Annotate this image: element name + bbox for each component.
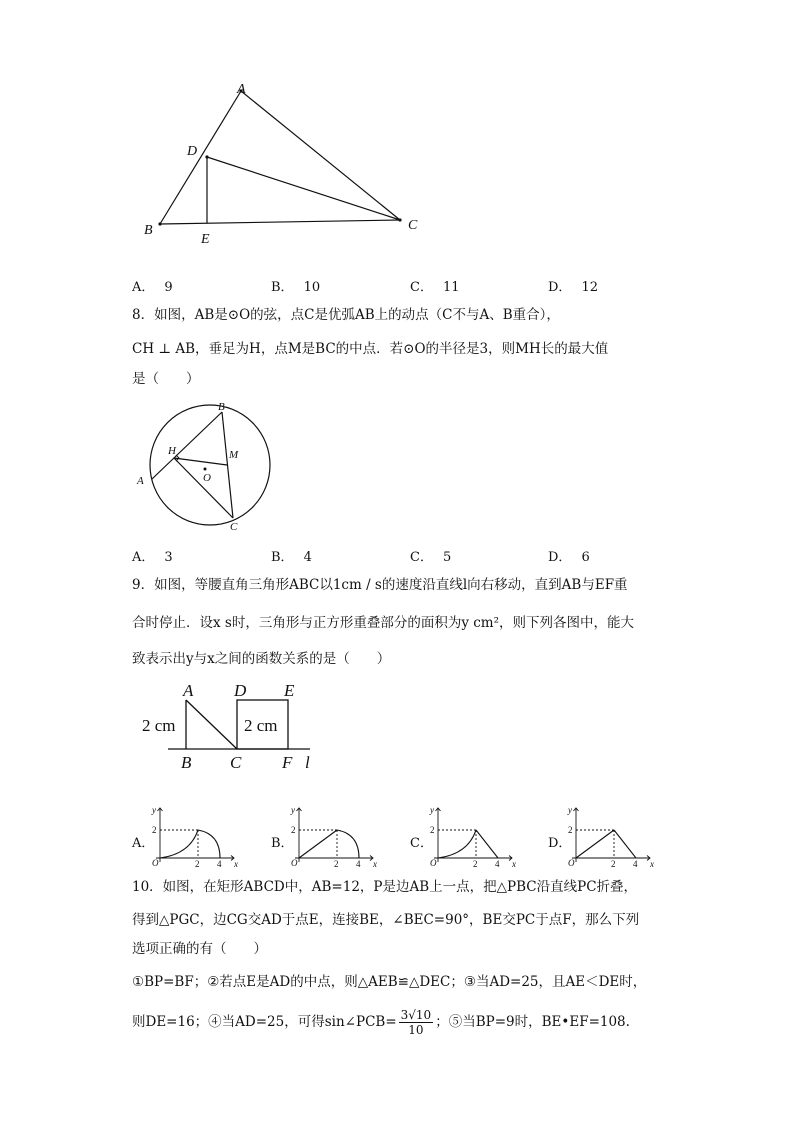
svg-text:O: O [291,858,298,868]
label-E: E [284,681,295,700]
label-D: D [234,681,247,700]
q8-option-b: B． 4 [271,550,312,565]
q8-text-line1: 8．如图，AB是⊙O的弦，点C是优弧AB上的动点（C不与A、B重合）， [132,307,560,323]
label-l: l [305,753,310,772]
q10-text-line4: ①BP=BF；②若点E是AD的中点，则△AEB≌△DEC；③当AD=25，且AE＜DE时， [132,974,647,990]
svg-text:y: y [152,805,156,815]
q10-text-line2: 得到△PGC，边CG交AD于点E，连接BE，∠BEC=90°，BE交PC于点F，那么下列 [132,912,640,928]
q8-option-c: C． 5 [410,550,452,565]
q7-option-c: C． 11 [410,280,460,295]
q8-text-line2: CH ⊥ AB，垂足为H，点M是BC的中点．若⊙O的半径是3，则MH长的最大值 [132,341,609,357]
label-O: O [203,472,211,484]
q10-text-line3: 选项正确的有（ ） [132,941,267,957]
label-H: H [168,445,176,457]
q9-text-line2: 合时停止．设x s时，三角形与正方形重叠部分的面积为y cm²，则下列各图中，能大 [132,615,635,631]
svg-text:x: x [373,859,377,868]
svg-text:x: x [512,859,516,868]
q7-option-b: B． 10 [271,280,321,295]
triangle-figure-q7 [136,78,436,253]
svg-text:O: O [152,858,159,868]
q9-text-line3: 致表示出y与x之间的函数关系的是（ ） [132,651,391,667]
svg-text:2: 2 [291,825,296,835]
svg-text:4: 4 [633,859,638,868]
label-E: E [201,232,210,247]
svg-text:2: 2 [430,825,435,835]
svg-text:4: 4 [217,859,222,868]
label-C: C [230,521,238,533]
q10-text-line5: 则DE=16；④当AD=25，可得sin∠PCB= $\frac{3√10}{10}$ ；⑤当BP=9时，BE•EF=108. [132,1008,630,1037]
q8-option-d: D． 6 [548,550,590,565]
svg-text:y: y [291,805,295,815]
svg-text:y: y [430,805,434,815]
svg-text:2: 2 [611,859,616,868]
q9-text-line1: 9．如图，等腰直角三角形ABC以1cm / s的速度沿直线l向右移动，直到AB与EF重 [132,577,628,593]
label-A: A [237,82,246,97]
label-A: A [137,475,144,487]
svg-text:O: O [568,858,575,868]
svg-text:2: 2 [152,825,157,835]
fraction-sin-pcb: $\frac{3√10}{10}$ [400,1008,432,1037]
q7-option-d: D． 12 [548,280,598,295]
label-A: A [183,681,194,700]
label-C: C [408,218,418,233]
label-B: B [144,223,153,238]
svg-text:4: 4 [495,859,500,868]
svg-text:2: 2 [195,859,200,868]
svg-text:y: y [568,805,572,815]
svg-text:4: 4 [356,859,361,868]
q7-option-a: A． 9 [132,280,173,295]
label-M: M [229,449,239,461]
svg-text:2: 2 [334,859,339,868]
label-C: C [230,753,242,772]
label-D: D [187,144,198,159]
label-B: B [218,401,225,413]
triangle-square-figure-q9 [140,680,330,775]
svg-text:O: O [430,858,437,868]
svg-text:x: x [234,859,238,868]
label-B: B [181,753,192,772]
svg-text:2: 2 [568,825,573,835]
q8-option-a: A． 3 [132,550,173,565]
circle-figure-q8 [130,398,280,533]
q8-text-line3: 是（ ） [132,371,200,387]
svg-text:2: 2 [473,859,478,868]
svg-text:x: x [650,859,654,868]
label-side-ab: 2 cm [142,716,176,735]
q10-text-line1: 10．如图，在矩形ABCD中，AB=12，P是边AB上一点，把△PBC沿直线PC折叠， [132,879,638,895]
label-side-square: 2 cm [244,716,278,735]
label-F: F [282,753,293,772]
